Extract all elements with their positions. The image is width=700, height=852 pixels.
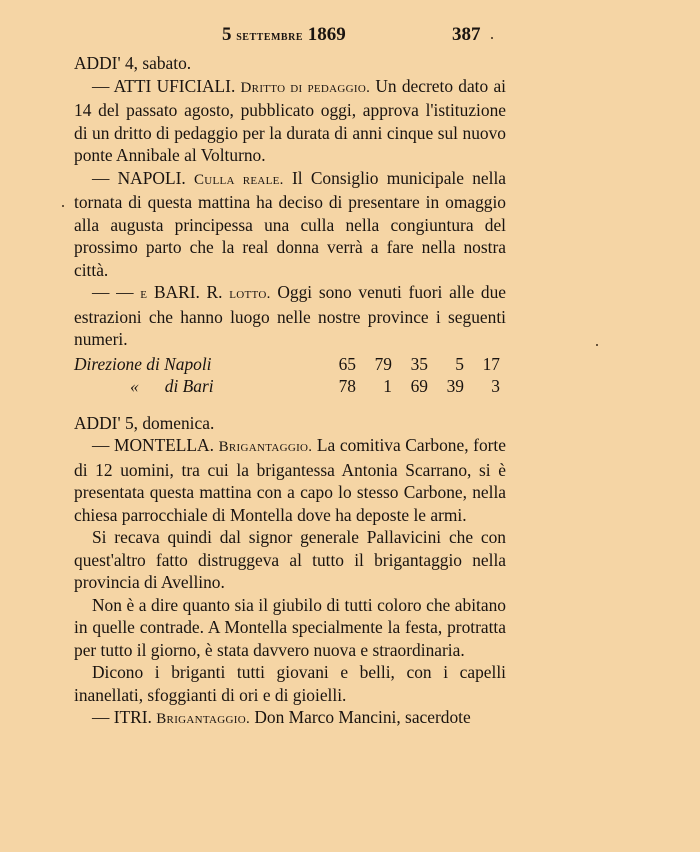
lotto-number: 39	[446, 376, 464, 396]
section-gap	[74, 398, 506, 412]
paper-speck	[491, 37, 493, 39]
paragraph-briganti: Dicono i briganti tutti giovani e belli, con i capelli inanellati, sfoggianti di ori e di gioielli.	[74, 662, 506, 705]
lotto-label: Direzione di Napoli	[74, 353, 212, 374]
dateline-day-4: ADDI' 4, sabato.	[74, 53, 192, 73]
lotto-number: 17	[482, 353, 500, 374]
lotto-row-napoli	[74, 353, 500, 376]
lotto-number: 78	[338, 376, 356, 396]
lotto-number: 1	[383, 376, 392, 396]
lotto-number: 65	[338, 353, 356, 374]
lotto-number: 69	[410, 376, 428, 396]
lotto-label: « di Bari	[130, 376, 214, 396]
paragraph-montella: — MONTELLA. Brigantaggio. La comitiva Carbone, forte di 12 uomini, tra cui la brigantessa Antonia Scarrano, si è presentata questa mattina con a capo lo stesso Carbone, nella chiesa parrocchiale di Montella dove ha deposte le armi.	[74, 435, 506, 525]
lotto-results-table	[74, 353, 500, 398]
dateline-day-5: ADDI' 5, domenica.	[74, 412, 215, 433]
paragraph-itri: — ITRI. Brigantaggio. Don Marco Mancini, sacerdote	[92, 707, 471, 727]
header-date: 5 settembre 1869	[222, 24, 346, 45]
article-body	[74, 52, 506, 731]
paragraph-pallavicini: Si recava quindi dal signor generale Pallavicini che con quest'altro fatto distruggeva al tutto il brigantaggio nella provincia di Avellino.	[74, 527, 506, 592]
lotto-number: 79	[374, 353, 392, 374]
lotto-row-bari	[74, 375, 500, 398]
paragraph-giubilo: Non è a dire quanto sia il giubilo di tutti coloro che abitano in quelle contrade. A Montella specialmente la festa, protratta per tutto il giorno, è stata davvero nuova e straordinaria.	[74, 594, 506, 660]
paragraph-napoli: — NAPOLI. Culla reale. Il Consiglio municipale nella tornata di questa mattina ha deciso di presentare in omaggio alla augusta principessa una culla nella congiuntura del prossimo parto che la real donna verrà a fare nella nostra città.	[74, 167, 506, 280]
page-number: 387	[452, 24, 481, 45]
lotto-number: 3	[491, 376, 500, 396]
paragraph-bari-lotto: — — e BARI. R. lotto. Oggi sono venuti fuori alle due estrazioni che hanno luogo nelle nostre province i seguenti numeri.	[74, 282, 506, 349]
paragraph-atti-ufficiali: — ATTI UFICIALI. Dritto di pedaggio. Un decreto dato ai 14 del passato agosto, pubblicato oggi, approva l'istituzione di un dritto di pedaggio per la durata di anni cinque sul nuovo ponte Annibale al Volturno.	[74, 75, 506, 165]
running-header	[0, 24, 700, 48]
paper-speck	[62, 205, 64, 207]
paper-speck	[596, 344, 598, 346]
lotto-number: 5	[455, 353, 464, 374]
lotto-number: 35	[410, 353, 428, 374]
